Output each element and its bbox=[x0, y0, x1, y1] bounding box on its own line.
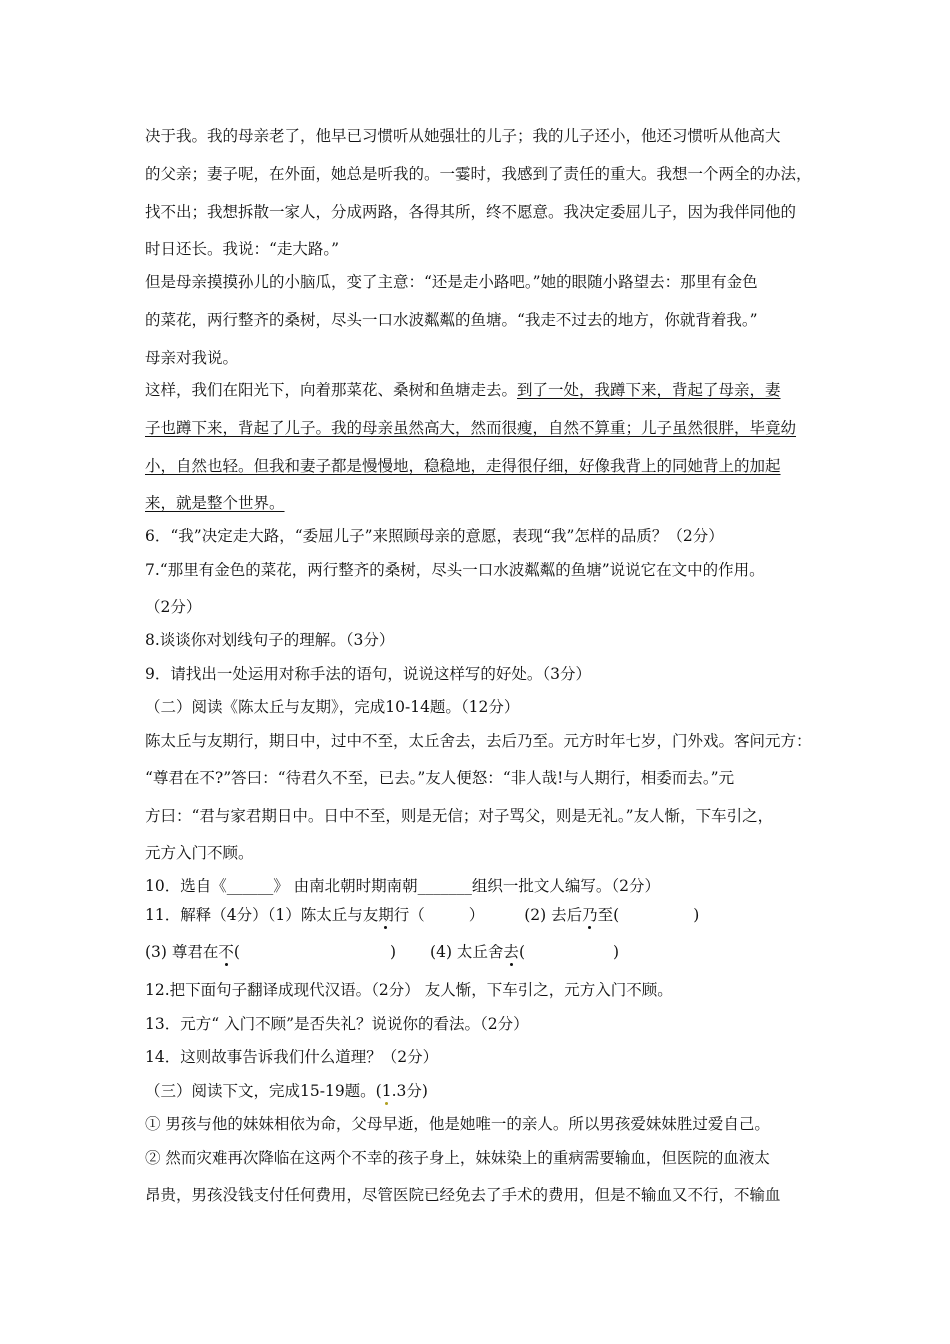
dotted-word: 不 bbox=[218, 943, 234, 961]
question-9: 9．请找出一处运用对称手法的语句，说说这样写的好处。（3分） bbox=[145, 665, 591, 683]
classical-text-line: 方曰：“君与家君期日中。日中不至，则是无信；对子骂父，则是无礼。”友人惭，下车引之， bbox=[145, 807, 774, 825]
passage-line: 的父亲；妻子呢，在外面，她总是听我的。一霎时，我感到了责任的重大。我想一个两全的办法， bbox=[145, 165, 812, 183]
question-7-score: （2分） bbox=[145, 598, 202, 616]
answer-blank: ______ bbox=[226, 877, 274, 895]
underlined-sentence: 来，就是整个世界。 bbox=[145, 494, 285, 512]
answer-blank: _______ bbox=[417, 877, 472, 895]
underlined-sentence: 小，自然也轻。但我和妻子都是慢慢地，稳稳地，走得很仔细，好像我背上的同她背上的加起 bbox=[145, 457, 781, 475]
question-11-continued: (3) 尊君在不( ) (4) 太丘舍去( ) bbox=[145, 943, 620, 961]
question-14: 14．这则故事告诉我们什么道理？（2分） bbox=[145, 1048, 439, 1066]
passage-line bbox=[145, 380, 825, 400]
classical-text-line: “尊君在不?”答曰：“待君久不至，已去。”友人便怒：“非人哉!与人期行，相委而去。”元 bbox=[145, 769, 735, 787]
dotted-word: 去 bbox=[503, 943, 519, 961]
passage-line: 找不出；我想拆散一家人，分成两路，各得其所，终不愿意。我决定委屈儿子，因为我伴同他的 bbox=[145, 203, 797, 221]
classical-text-line: 元方入门不顾。 bbox=[145, 844, 254, 862]
classical-text-line: 陈太丘与友期行，期日中，过中不至，太丘舍去，去后乃至。元方时年七岁，门外戏。客问元方： bbox=[145, 732, 812, 750]
question-11: 11．解释（4分）（1）陈太丘与友期行（ ） (2) 去后乃至( ) bbox=[145, 906, 700, 924]
dotted-word: 乃 bbox=[582, 906, 598, 924]
section-3-heading: （三）阅读下文，完成15-19题。(1.3分) bbox=[145, 1082, 428, 1100]
question-8: 8.谈谈你对划线句子的理解。（3分） bbox=[145, 631, 395, 649]
passage-line: 母亲对我说。 bbox=[145, 349, 239, 367]
passage-line: 但是母亲摸摸孙儿的小脑瓜，变了主意：“还是走小路吧。”她的眼随小路望去：那里有金色 bbox=[145, 273, 758, 291]
passage-line: 决于我。我的母亲老了，他早已习惯听从她强壮的儿子；我的儿子还小，他还习惯听从他高大 bbox=[145, 127, 781, 145]
story-paragraph: 昂贵，男孩没钱支付任何费用，尽管医院已经免去了手术的费用，但是不输血又不行，不输血 bbox=[145, 1186, 781, 1204]
question-13: 13．元方“ 入门不顾”是否失礼？说说你的看法。（2分） bbox=[145, 1015, 529, 1033]
paragraph-start: 这样，我们在阳光下，向着那菜花、桑树和鱼塘走去。 bbox=[145, 381, 518, 399]
underlined-sentence: 到了一处，我蹲下来，背起了母亲，妻 bbox=[517, 381, 781, 399]
question-10: 10．选自《______》 由南北朝时期南朝_______组织一批文人编写。（2分） bbox=[145, 877, 661, 895]
passage-line: 的菜花，两行整齐的桑树，尽头一口水波粼粼的鱼塘。“我走不过去的地方，你就背着我。” bbox=[145, 311, 758, 329]
story-paragraph: ① 男孩与他的妹妹相依为命，父母早逝，他是她唯一的亲人。所以男孩爱妹妹胜过爱自己。 bbox=[145, 1115, 770, 1133]
question-6: 6．“我”决定走大路，“委屈儿子”来照顾母亲的意愿，表现“我”怎样的品质？（2分） bbox=[145, 527, 724, 545]
underlined-sentence: 子也蹲下来，背起了儿子。我的母亲虽然高大，然而很瘦，自然不算重；儿子虽然很胖，毕竟幼 bbox=[145, 419, 797, 437]
passage-line: 时日还长。我说：“走大路。” bbox=[145, 240, 340, 258]
section-2-heading: （二）阅读《陈太丘与友期》，完成10-14题。（12分） bbox=[145, 698, 520, 716]
question-7: 7.“那里有金色的菜花，两行整齐的桑树，尽头一口水波粼粼的鱼塘”说说它在文中的作用。 bbox=[145, 561, 765, 579]
question-12: 12.把下面句子翻译成现代汉语。（2分） 友人惭，下车引之，元方入门不顾。 bbox=[145, 981, 673, 999]
dotted-word: 期 bbox=[378, 906, 394, 924]
story-paragraph: ② 然而灾难再次降临在这两个不幸的孩子身上，妹妹染上的重病需要输血，但医院的血液太 bbox=[145, 1149, 770, 1167]
